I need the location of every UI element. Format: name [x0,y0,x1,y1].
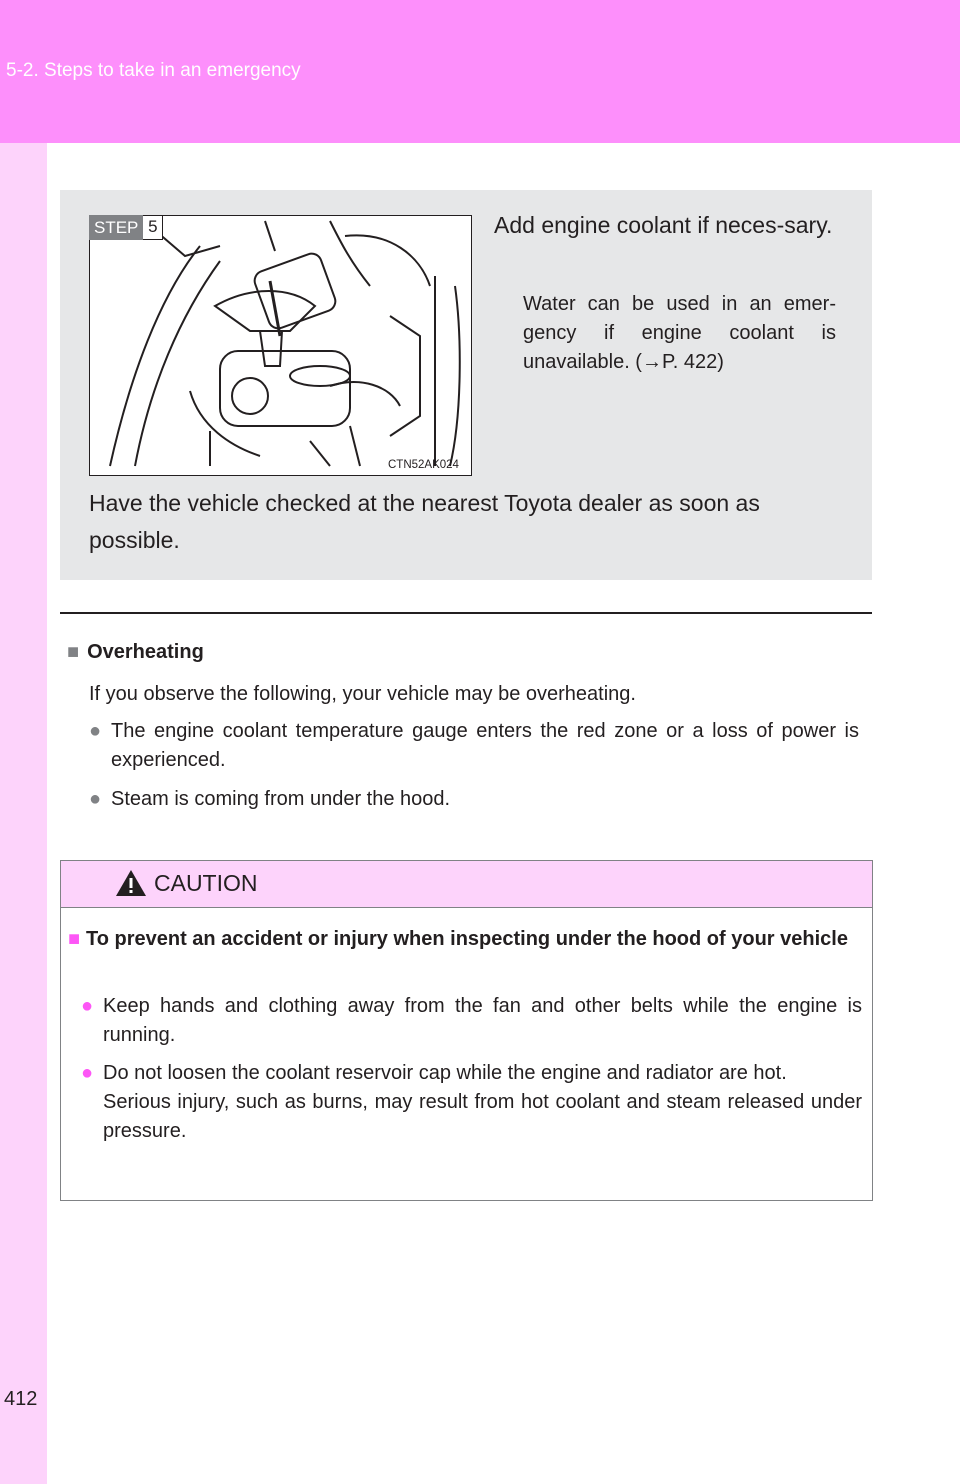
step-instruction: Add engine coolant if neces-sary. [494,212,833,238]
round-bullet-icon: ● [81,1062,94,1084]
overheating-intro: If you observe the following, your vehicle may be overheating. [89,683,636,705]
caution-heading-text: To prevent an accident or injury when inspecting under the hood of your vehicle [86,928,848,950]
step-note: Water can be used in an emer-gency if engine coolant is unavailable. (→P. 422) [523,293,836,373]
section-divider [60,612,872,614]
list-item [89,785,859,814]
step-footer: Have the vehicle checked at the nearest Toyota dealer as soon as possible. [89,490,760,553]
overheating-heading-text: Overheating [87,641,204,663]
step-tag-number: 5 [143,215,163,240]
caution-heading [68,924,862,954]
square-bullet-icon: ■ [68,928,81,950]
caution-title: CAUTION [154,870,258,896]
round-bullet-icon: ● [89,788,102,810]
warning-triangle-icon [115,869,147,897]
header-band [0,0,960,143]
caution-header [61,861,872,908]
section-title: 5-2. Steps to take in an emergency [6,60,301,81]
caution-item-text: Do not loosen the coolant reservoir cap while the engine and radiator are hot. [103,1062,787,1084]
list-item-text: Steam is coming from under the hood. [111,788,451,810]
square-bullet-icon: ■ [67,641,80,663]
caution-list-item [81,992,862,1050]
list-item [89,717,859,775]
illustration-code: CTN52AK024 [388,459,459,471]
list-item-text: The engine coolant temperature gauge enters the red zone or a loss of power is experienced. [111,720,859,771]
page-side-strip [0,0,47,1484]
overheating-heading [67,641,204,664]
caution-item-text: Keep hands and clothing away from the fan and other belts while the engine is running. [103,995,862,1046]
engine-coolant-illustration [89,215,472,476]
round-bullet-icon: ● [89,720,102,742]
caution-list-item [81,1059,862,1146]
step-tag-label: STEP [89,215,143,240]
caution-item-subtext: Serious injury, such as burns, may result from hot coolant and steam released under pressure. [103,1091,862,1142]
step-tag [89,215,163,240]
page-number: 412 [4,1388,38,1410]
round-bullet-icon: ● [81,995,94,1017]
